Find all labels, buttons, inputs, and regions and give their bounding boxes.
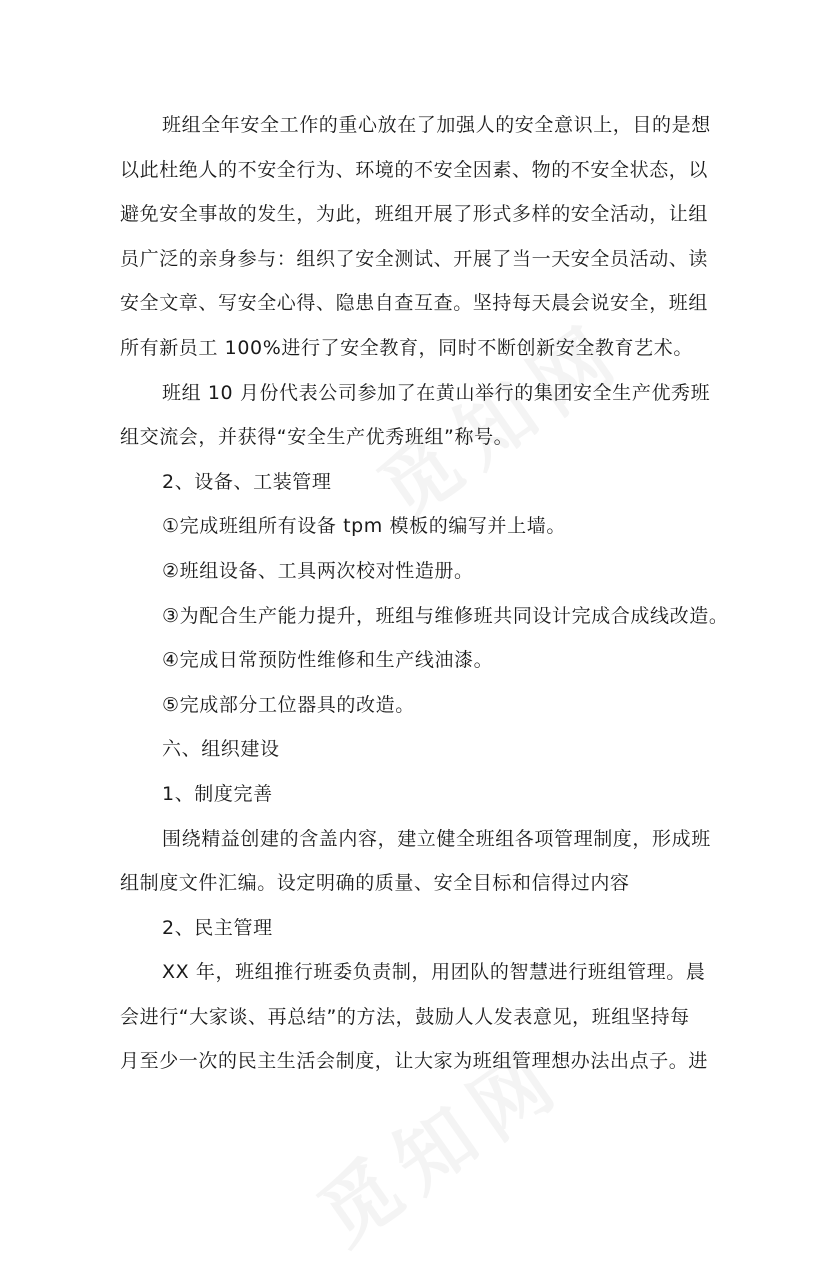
paragraph-line: 组交流会，并获得“安全生产优秀班组”称号。 — [120, 426, 514, 449]
paragraph-line: 月至少一次的民主生活会制度，让大家为班组管理想办法出点子。进 — [120, 1050, 709, 1073]
paragraph-line: 以此杜绝人的不安全行为、环境的不安全因素、物的不安全状态，以 — [120, 158, 709, 181]
paragraph-line: 围绕精益创建的含盖内容，建立健全班组各项管理制度，形成班 — [162, 827, 711, 850]
subsection-heading: 2、民主管理 — [162, 916, 273, 939]
paragraph-line: 员广泛的亲身参与：组织了安全测试、开展了当一天安全员活动、读 — [120, 247, 709, 270]
section-heading: 六、组织建设 — [162, 738, 280, 761]
paragraph-line: 所有新员工 100%进行了安全教育，同时不断创新安全教育艺术。 — [120, 336, 693, 359]
paragraph-line: 班组全年安全工作的重心放在了加强人的安全意识上，目的是想 — [162, 114, 711, 136]
paragraph-line: 班组 10 月份代表公司参加了在黄山举行的集团安全生产优秀班 — [162, 381, 711, 404]
paragraph-line: XX 年，班组推行班委负责制，用团队的智慧进行班组管理。晨 — [162, 961, 706, 984]
list-item: ④完成日常预防性维修和生产线油漆。 — [162, 649, 494, 672]
section-heading: 2、设备、工装管理 — [162, 470, 332, 493]
list-item: ③为配合生产能力提升，班组与维修班共同设计完成合成线改造。 — [162, 604, 729, 627]
paragraph-line: 会进行“大家谈、再总结”的方法，鼓励人人发表意见，班组坚持每 — [120, 1005, 690, 1028]
list-item: ①完成班组所有设备 tpm 模板的编写并上墙。 — [162, 515, 566, 538]
list-item: ②班组设备、工具两次校对性造册。 — [162, 559, 474, 582]
list-item: ⑤完成部分工位器具的改造。 — [162, 693, 415, 716]
document-body — [120, 103, 729, 1084]
paragraph-line: 安全文章、写安全心得、隐患自查互查。坚持每天晨会说安全，班组 — [120, 292, 709, 315]
subsection-heading: 1、制度完善 — [162, 782, 273, 805]
paragraph-line: 避免安全事故的发生，为此，班组开展了形式多样的安全活动，让组 — [120, 203, 709, 226]
paragraph-line: 组制度文件汇编。设定明确的质量、安全目标和信得过内容 — [120, 872, 630, 895]
